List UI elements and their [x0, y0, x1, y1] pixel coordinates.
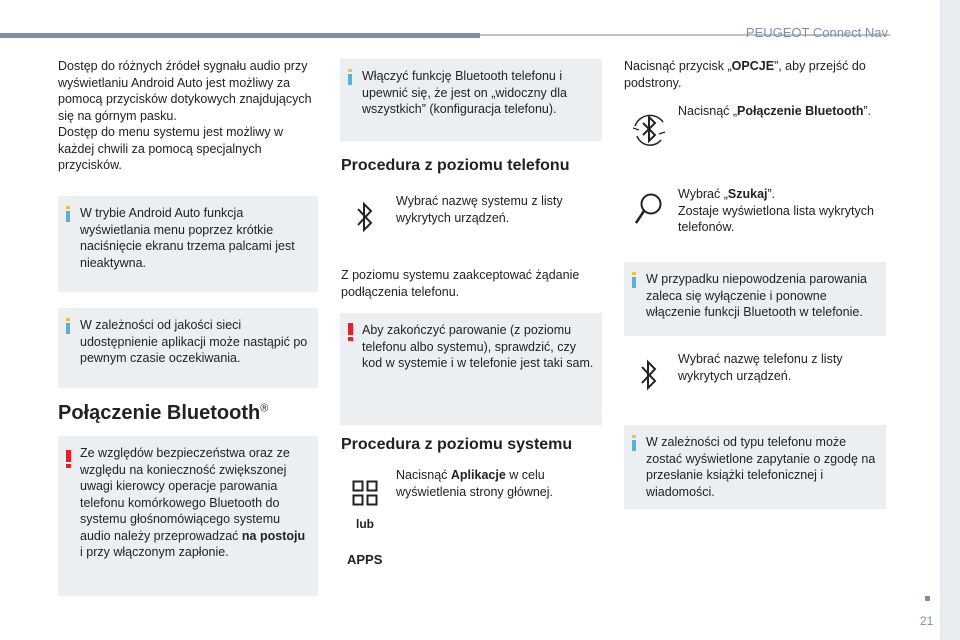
header-title: PEUGEOT Connect Nav	[745, 25, 888, 40]
warning-box-safety	[58, 436, 318, 596]
bluetooth-heading: Połączenie Bluetooth®	[58, 402, 269, 424]
phone-procedure-heading: Procedura z poziomu telefonu	[341, 157, 570, 174]
apps-label: APPS	[347, 552, 383, 567]
or-label: lub	[356, 517, 374, 531]
bluetooth-icon	[640, 358, 658, 392]
info-icon	[66, 206, 70, 222]
phone-step-select-system: Wybrać nazwę systemu z listy wykrytych urządzeń.	[396, 194, 563, 225]
warning-icon	[66, 450, 72, 468]
apps-grid-icon	[352, 480, 378, 506]
header-bar	[0, 33, 480, 38]
bluetooth-settings-icon	[627, 108, 671, 152]
system-step-apps: Nacisnąć Aplikacje w celu wyświetlenia strony głównej.	[396, 468, 554, 499]
side-strip	[940, 0, 960, 640]
search-instruction: Wybrać „Szukaj”. Zostaje wyświetlona lista wykrytych telefonów.	[678, 187, 874, 234]
info-box-pairing-failure: W przypadku niepowodzenia parowania zaleca się wyłączenie i ponowne włączenie funkcji Bluetooth w telefonie.	[624, 262, 886, 336]
search-icon	[634, 192, 664, 226]
info-box-enable-bluetooth: Włączyć funkcję Bluetooth telefonu i upewnić się, że jest on „widoczny dla wszystkich” (konfiguracja telefonu).	[340, 59, 602, 141]
warning-box-code: Aby zakończyć parowanie (z poziomu telefonu albo systemu), sprawdzić, czy kod w systemie i w telefonie jest taki sam.	[340, 313, 602, 425]
system-procedure-heading: Procedura z poziomu systemu	[341, 436, 573, 453]
options-instruction: Nacisnąć przycisk „OPCJE”, aby przejść do podstrony.	[624, 59, 866, 90]
page-marker	[925, 596, 930, 601]
select-phone-instruction: Wybrać nazwę telefonu z listy wykrytych urządzeń.	[678, 352, 843, 383]
page-number: 21	[920, 614, 934, 628]
phone-step-accept: Z poziomu systemu zaakceptować żądanie podłączenia telefonu.	[341, 268, 580, 299]
info-icon	[632, 435, 636, 451]
bluetooth-connection-instruction: Nacisnąć „Połączenie Bluetooth”.	[678, 104, 872, 118]
info-box-network: W zależności od jakości sieci udostępnienie aplikacji może nastąpić po pewnym czasie oczekiwania.	[58, 308, 318, 388]
warning-text: Ze względów bezpieczeństwa oraz ze względu na konieczność zwiększonej uwagi kierowcy operacje parowania telefonu komórkowego Bluetooth do systemu głośnomówiącego systemu audio należy przeprowadzać na postoju i przy włączonym zapłonie.	[80, 446, 306, 559]
info-icon	[632, 272, 636, 288]
info-box-phonebook: W zależności od typu telefonu może zostać wyświetlone zapytanie o zgodę na przesłanie książki telefonicznej i wiadomości.	[624, 425, 886, 509]
bluetooth-icon	[356, 200, 374, 234]
info-icon	[348, 69, 352, 85]
intro-text: Dostęp do różnych źródeł sygnału audio przy wyświetlaniu Android Auto jest możliwy za pomocą przycisków dotykowych znajdujących się na górnym pasku. Dostęp do menu systemu jest możliwy w każdej chwili za pomocą specjalnych przycisków.	[58, 59, 312, 172]
info-icon	[66, 318, 70, 334]
info-box-android-auto: W trybie Android Auto funkcja wyświetlania menu poprzez krótkie naciśnięcie ekranu trzema palcami jest nieaktywna.	[58, 196, 318, 292]
warning-icon	[348, 323, 354, 341]
